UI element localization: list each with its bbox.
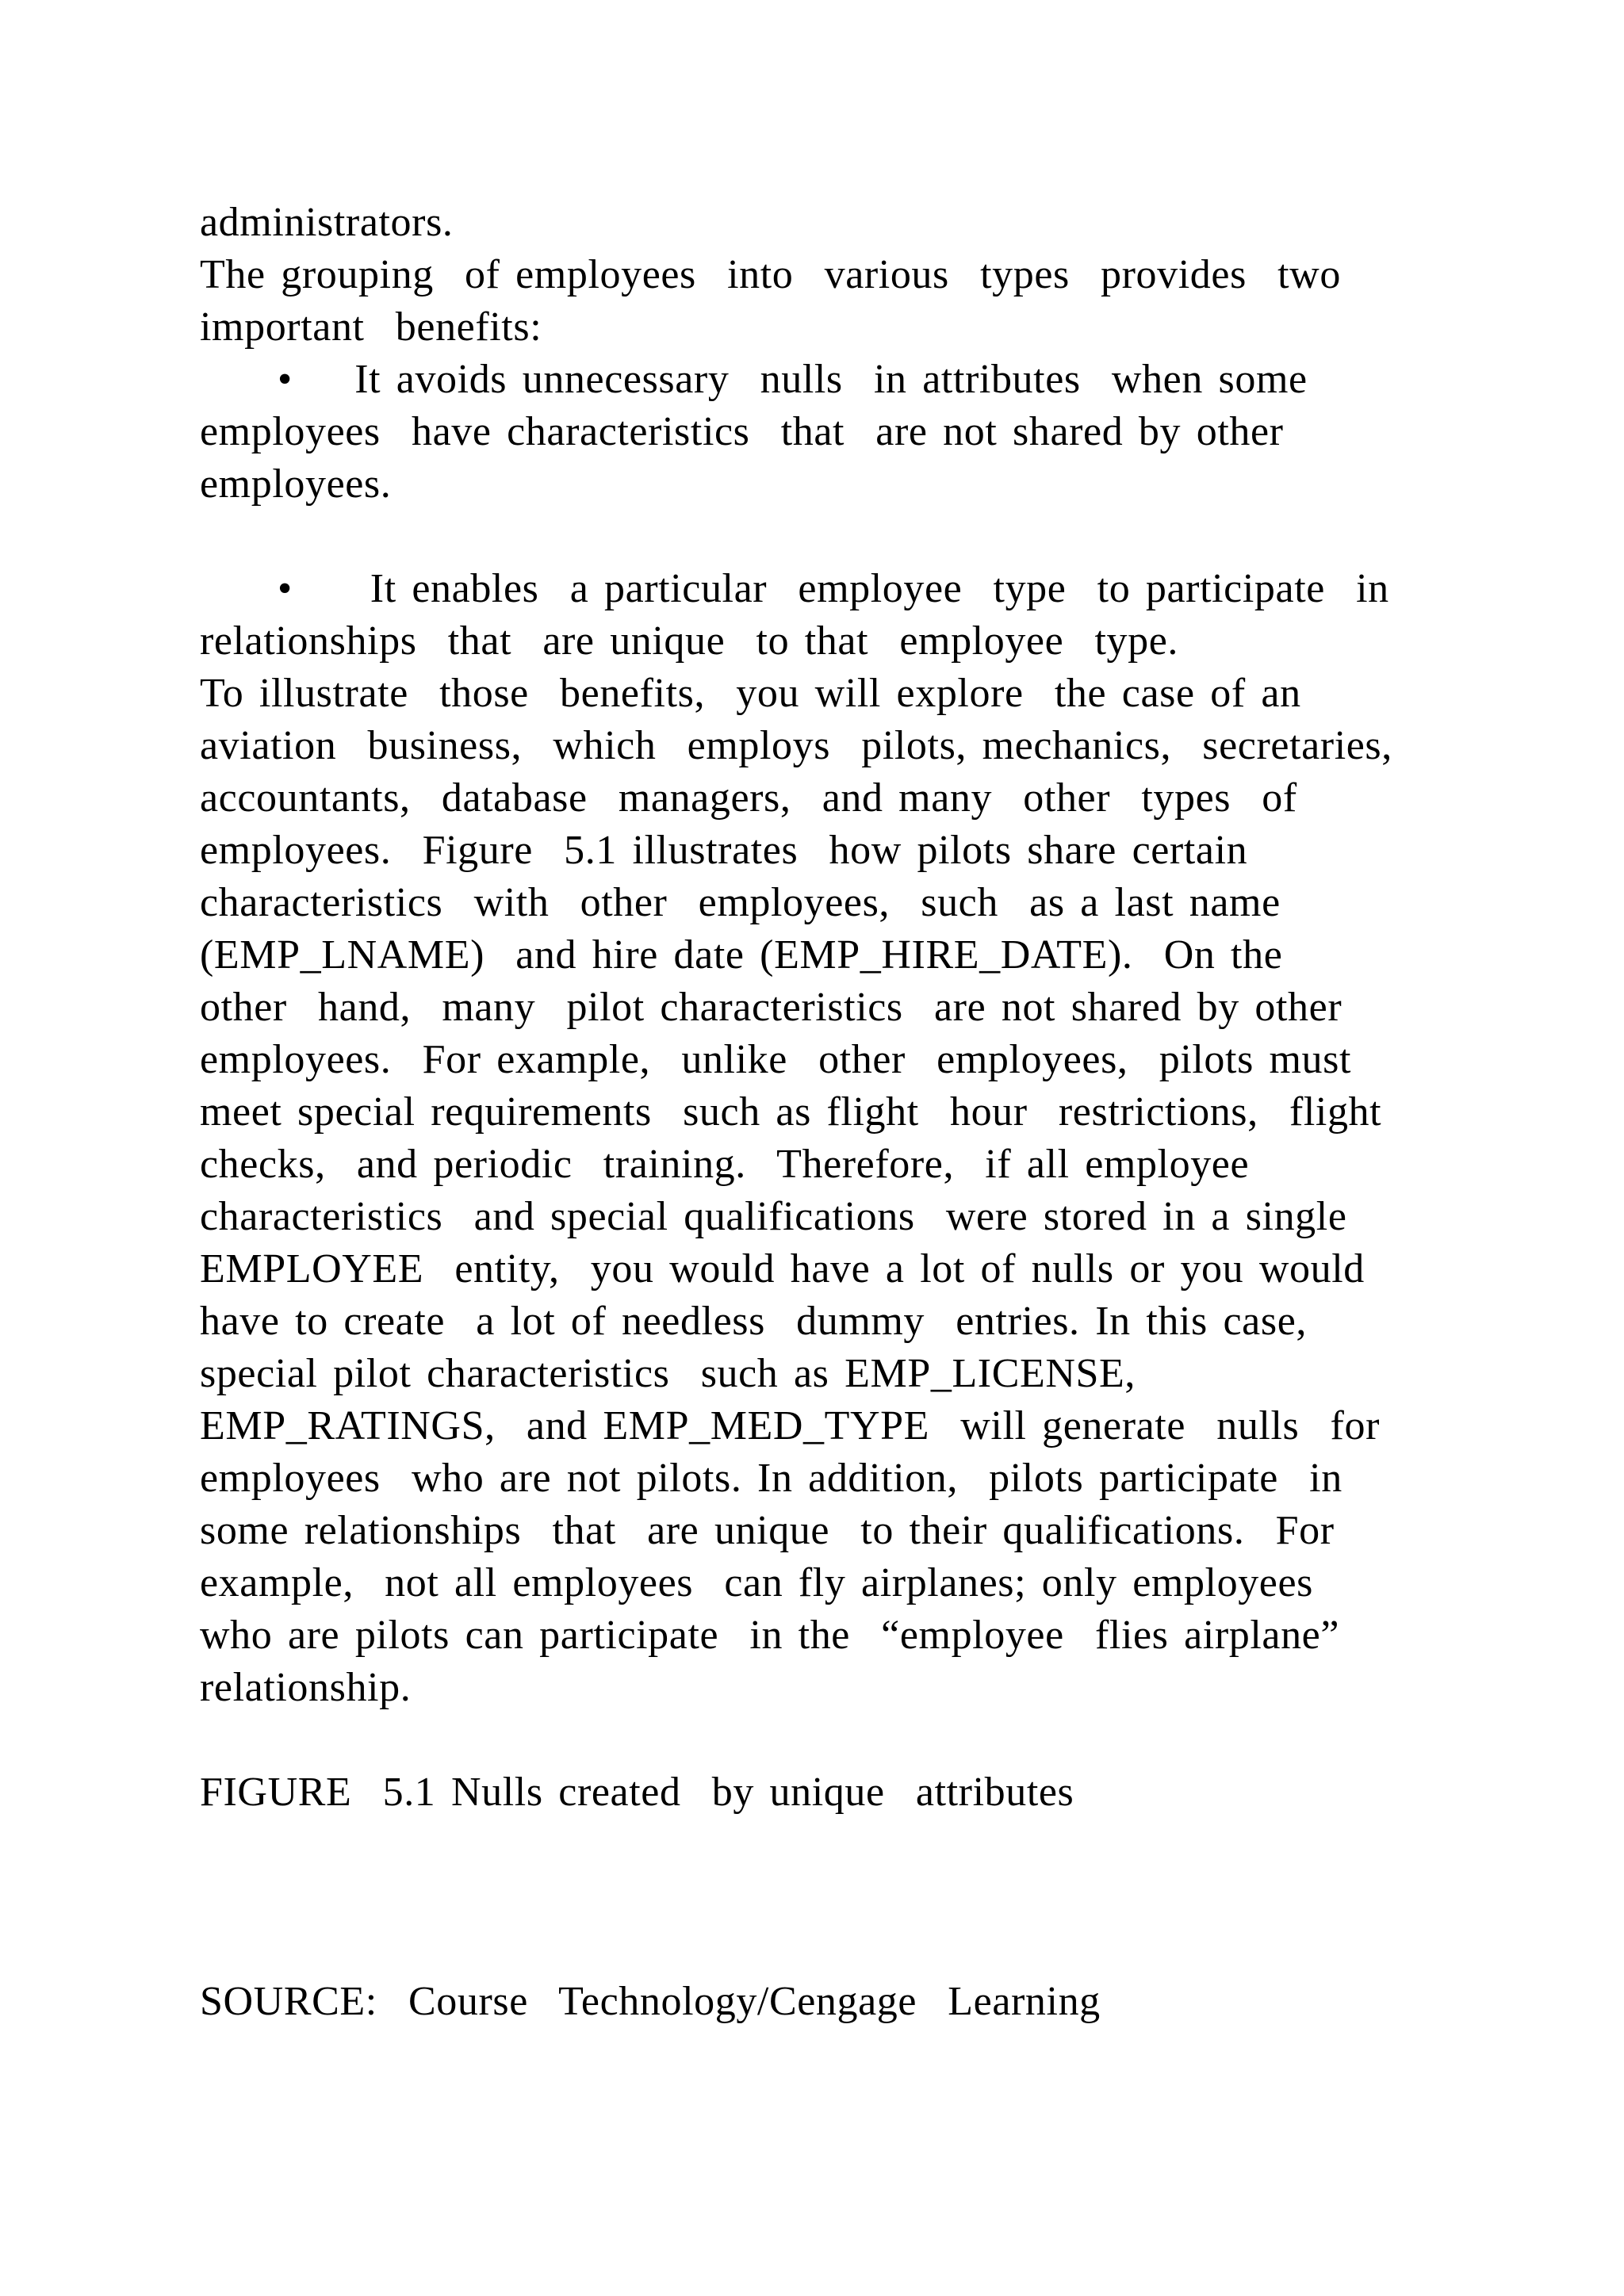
text-line: characteristics with other employees, such as a last name [200, 880, 1281, 925]
text-line: employees who are not pilots. In addition, pilots participate in [200, 1456, 1342, 1501]
text-line: (EMP_LNAME) and hire date (EMP_HIRE_DATE). On the [200, 932, 1283, 978]
figure-caption: FIGURE 5.1 Nulls created by unique attributes [200, 1770, 1074, 1815]
text-line: EMP_RATINGS, and EMP_MED_TYPE will generate nulls for [200, 1403, 1380, 1448]
text-line: employees. Figure 5.1 illustrates how pilots share certain [200, 828, 1248, 873]
text-line: example, not all employees can fly airplanes; only employees [200, 1560, 1314, 1605]
source-credit: SOURCE: Course Technology/Cengage Learning [200, 1979, 1101, 2024]
text-line: employees. [200, 461, 392, 507]
text-line: accountants, database managers, and many other types of [200, 775, 1297, 821]
text-line: special pilot characteristics such as EMP_LICENSE, [200, 1351, 1136, 1396]
text-line: checks, and periodic training. Therefore, if all employee [200, 1142, 1250, 1187]
text-line: relationship. [200, 1665, 412, 1710]
text-line: employees. For example, unlike other employees, pilots must [200, 1037, 1352, 1082]
text-line: The grouping of employees into various types provides two [200, 252, 1341, 297]
text-line: aviation business, which employs pilots, mechanics, secretaries, [200, 723, 1392, 768]
text-line: relationships that are unique to that employee type. [200, 618, 1179, 664]
text-line: To illustrate those benefits, you will explore the case of an [200, 671, 1301, 716]
bullet-item-line: • It enables a particular employee type to participate in [200, 566, 1389, 611]
text-line: administrators. [200, 200, 454, 245]
text-line: other hand, many pilot characteristics are not shared by other [200, 985, 1342, 1030]
text-line: important benefits: [200, 304, 542, 350]
text-line: characteristics and special qualifications were stored in a single [200, 1194, 1347, 1239]
bullet-item-line: • It avoids unnecessary nulls in attributes when some [200, 357, 1308, 402]
text-line: who are pilots can participate in the “employee flies airplane” [200, 1613, 1340, 1658]
text-line: EMPLOYEE entity, you would have a lot of nulls or you would [200, 1246, 1365, 1292]
text-line: have to create a lot of needless dummy entries. In this case, [200, 1299, 1307, 1344]
text-line: meet special requirements such as flight hour restrictions, flight [200, 1089, 1382, 1135]
text-line: some relationships that are unique to their qualifications. For [200, 1508, 1335, 1553]
text-line: employees have characteristics that are not shared by other [200, 409, 1284, 454]
